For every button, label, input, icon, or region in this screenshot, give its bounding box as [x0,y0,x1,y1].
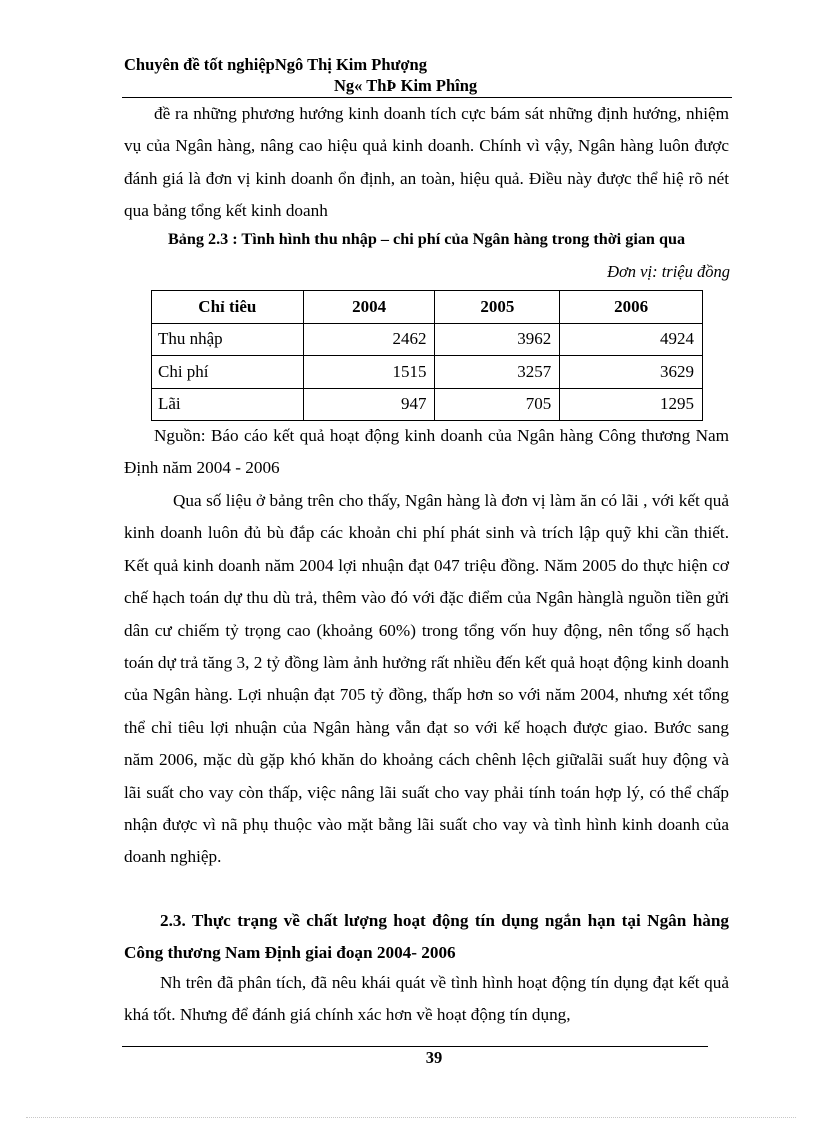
table-cell: Chi phí [152,356,304,389]
paragraph-conclusion: Nh trên đã phân tích, đã nêu khái quát về tình hình hoạt động tín dụng đạt kết quả khá tốt. Nhưng để đánh giá chính xác hơn về hoạt động tín dụng, [124,973,729,1025]
table-header-row [152,291,703,324]
table-caption: Bảng 2.3 : Tình hình thu nhập – chi phí của Ngân hàng trong thời gian qua [167,230,686,248]
table-cell: 947 [303,388,435,421]
section-heading: 2.3. Thực trạng về chất lượng hoạt động tín dụng ngắn hạn tại Ngân hàng Công thương Nam Định giai đoạn 2004- 2006 [124,911,729,963]
table-cell: 3962 [435,323,560,356]
income-expense-table [151,290,703,421]
table-cell: 3257 [435,356,560,389]
paragraph-source: Nguồn: Báo cáo kết quả hoạt động kinh doanh của Ngân hàng Công thương Nam Định năm 2004 - 2006 [124,426,729,478]
table-row [152,356,703,389]
table-cell: Thu nhập [152,323,304,356]
table-header-cell: 2006 [560,291,703,324]
table-header-cell: Chỉ tiêu [152,291,304,324]
table-cell: Lãi [152,388,304,421]
table-cell: 705 [435,388,560,421]
table-row [152,388,703,421]
page-number: 39 [425,1048,443,1067]
table-cell: 4924 [560,323,703,356]
footer-divider [122,1046,708,1047]
table-header-cell: 2004 [303,291,435,324]
table-cell: 1515 [303,356,435,389]
table-unit: Đơn vị: triệu đồng [607,262,730,281]
table-row [152,323,703,356]
header-document-title: Chuyên đề tốt nghiệpNgô Thị Kim Phượng [124,55,427,74]
paragraph-intro: đề ra những phương hướng kinh doanh tích cực bám sát những định hướng, nhiệm vụ của Ngân hàng, nâng cao hiệu quả kinh doanh. Chính vì vậy, Ngân hàng luôn được đánh giá là đơn vị kinh doanh ổn định, an toàn, hiệu quả. Điều này được thể hiệ rõ nét qua bảng tổng kết kinh doanh [124,104,729,221]
table-cell: 2462 [303,323,435,356]
table-cell: 3629 [560,356,703,389]
header-author-name: Ng« ThÞ Kim Phîng [334,76,478,95]
table-header-cell: 2005 [435,291,560,324]
paragraph-analysis: Qua số liệu ở bảng trên cho thấy, Ngân hàng là đơn vị làm ăn có lãi , với kết quả kinh doanh luôn đủ bù đắp các khoản chi phí phát sinh và trích lập quỹ khi cần thiết. Kết quả kinh doanh năm 2004 lợi nhuận đạt 047 triệu đồng. Năm 2005 do thực hiện cơ chế hạch toán dự thu dù trả, thêm vào đó với đặc điểm của Ngân hànglà nguồn tiền gửi dân cư chiếm tỷ trọng cao (khoảng 60%) trong tổng vốn huy động, nên tổng số hạch toán dự trả tăng 3, 2 tỷ đồng làm ảnh hưởng rất nhiều đến kết quả hoạt động kinh doanh của Ngân hàng. Lợi nhuận đạt 705 tỷ đồng, thấp hơn so với năm 2004, nhưng xét tổng thể chỉ tiêu lợi nhuận của Ngân hàng vẫn đạt so với kế hoạch được giao. Bước sang năm 2006, mặc dù gặp khó khăn do khoảng cách chênh lệch giữalãi suất huy động và lãi suất cho vay còn thấp, việc nâng lãi suất cho vay phải tính toán hợp lý, có thể chấp nhận được vì nã phụ thuộc vào mặt bằng lãi suất cho vay và tình hình kinh doanh của doanh nghiệp. [124,491,729,867]
page-edge [26,1117,796,1118]
table-cell: 1295 [560,388,703,421]
